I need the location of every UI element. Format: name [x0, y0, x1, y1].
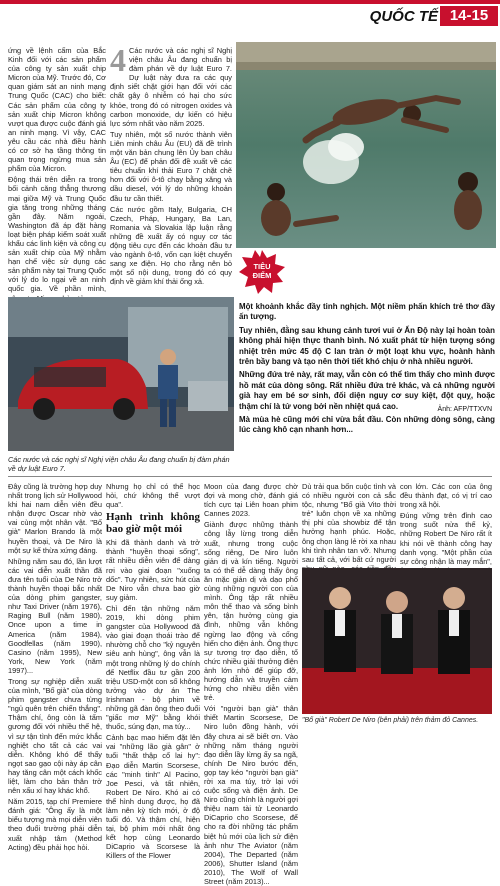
tieu-diem-label: TIÊU ĐIỂM: [252, 262, 272, 280]
paragraph: ứng về lệnh cấm của Bắc Kinh đối với các sản phẩm của công ty sản xuất chip Micron của Mỹ. Trước đó, Cơ quan giám sát an ninh mạng Trung Quốc (CAC) cho biết: Các sản phẩm của công ty sản xuất chip Micron không vượt qua được cuộc đánh giá an ninh mạng. Vì vậy, CAC yêu cầu các nhà điều hành có cơ sở hạ tầng thông tin quan trọng ngừng mua sản phẩm của Micron.: [8, 46, 106, 174]
paragraph: Các nước gồm Italy, Bulgaria, CH Czech, Pháp, Hungary, Ba Lan, Romania và Slovakia lập luận rằng những đề xuất ấy có nguy cơ tác động tiêu cực đến các khoản đầu tư vào ngành ô-tô, vốn cạn kiệt chuyển sang xe điện. Họ cho rằng nên bỏ một số nội dung, trong đó có quy định về giảm khí thải ống xả.: [110, 204, 232, 287]
photo-illustration: [236, 42, 496, 248]
paragraph: Năm 2015, tạp chí Premiere đánh giá: "Ông ấy là một biểu tượng mà mọi diễn viên theo đuổi trường phái diễn xuất nhập tâm (Method Acting) đều phải học hỏi.: [8, 797, 103, 852]
paragraph: con lớn. Các con của ông đều thành đạt, có vị trí cao trong xã hội.: [400, 482, 492, 510]
article-deniro-col3: [204, 482, 298, 886]
paragraph: Giành được những thành công lẫy lừng trong diễn xuất, nhưng trong cuộc sống riêng, De Niro luôn giản dị và kín tiếng. Người ta có thể dễ dàng thấy ông ăn mặc giản dị và dạo phố cùng những người con của mình. Ông tập rất nhiều môn thể thao và sống bình yên, tận hưởng cùng gia đình, những vẫn không ngừng lao động và cống hiến cho điện ảnh. Ông thực sự tương trợ đạo diễn, tổ chức nhiều giải thưởng điện ảnh lớn nhỏ để giúp đỡ, hướng dẫn và truyền cảm hứng cho nhiều diễn viên trẻ.: [204, 520, 298, 703]
article-deniro-col5: [400, 482, 492, 564]
article-euro7-column: [110, 42, 232, 292]
paragraph: Moon của đang được chờ đợi và mong chờ, đánh giá tích cực tại Liên hoan phim Cannes 2023.: [204, 482, 298, 519]
lead-paragraph: Một khoảnh khắc đầy tinh nghịch. Một niềm phấn khích trẻ thơ đầy ấn tượng.: [239, 302, 495, 322]
paragraph: Khi đã thành danh và trở thành "huyền thoại sống", rất nhiều diễn viên để dàng rơi vào giai đoạn "xuống dốc". Tuy nhiên, sức hút của De Niro vẫn chưa bao giờ suy giảm.: [106, 538, 200, 602]
page-numbers: 14-15: [440, 6, 498, 26]
paragraph: Cảnh bạc mao hiểm đặt lên vai "những lão già gân" ở tuổi "thất thập cổ lai hy": Đạo diễn Martin Scorsese, các "minh tinh" Al Pacino, Joe Pesci, và tất nhiên, Robert De Niro. Khó ai có thể hình dung được, họ đã làm nên kỳ tích mới, ở độ tuổi đó. Và thậm chí, hiện tại, bộ phim mới nhất ông kết hợp cùng Leonardo DiCaprio và Scorsese là Killers of the Flower: [106, 733, 200, 861]
dropcap: 4: [110, 42, 126, 78]
section-divider: [8, 476, 492, 477]
paragraph: Đây cũng là trường hợp duy nhất trong lịch sử Hollywood khi hai nam diễn viên đều nhận được Oscar nhờ vào vai cùng một nhân vật. "Bố già" Marlon Brando là một huyền thoại, và De Niro là một sự kế thừa xứng đáng.: [8, 482, 102, 555]
paragraph: Những năm sau đó, lần lượt các vai diễn xuất thần đã đưa tên tuổi của De Niro trở thành huyền thoại bắc nhất của dòng phim gangster, như Taxi Driver (năm 1976), Raging Bull (năm 1980), Once upon a time in America (năm 1984), Goodfellas (năm 1990), Casino (năm 1995), New York, New York (năm 1997)...: [8, 556, 102, 675]
paragraph: Động thái trên diễn ra trong bối cảnh căng thẳng thương mại giữa Mỹ và Trung Quốc gia tăng trong những tháng gần đây. Năm ngoái, Washington đã áp đặt hàng loạt biện pháp kiểm soát xuất khẩu các linh kiện và công cụ sản xuất chip của Mỹ nhằm hạn chế việc sử dụng các sản phẩm này tại Trung Quốc với lý do lo ngại về an ninh quốc gia. Về phần mình,: [8, 175, 106, 294]
article-deniro-col1: [8, 482, 103, 852]
car-factory-photo: [8, 297, 234, 451]
paragraph: Đúng vững trên đỉnh cao trong suốt nửa thế kỷ, những Robert De Niro rất ít khi nói về thành công hay danh vọng. "Một phần của sự công nhận là may mắn",: [400, 511, 492, 566]
tieu-diem-badge: [239, 250, 285, 294]
paragraph: Tuy nhiên, một số nước thành viên Liên minh châu Âu (EU) đã đề trình một văn bản chung lên Ủy ban châu Âu (EC) để phản đối đề xuất về các tiêu chuẩn khí thải Euro 7 chặt chẽ hơn đối với ô-tô chạy bằng xăng và dầu diesel, với lý do những khoản đầu tư cần thiết.: [110, 129, 232, 203]
paragraph: Trong sự nghiệp diễn xuất của mình, "Bố già" của dòng phim gangster chưa từng "ngủ quên trên chiến thắng". Thậm chí, ông còn là tấm gương đối với nhiều thế hệ, vì sự tận tình đến mức khắc nghiệt cho tất cả các vai diễn. Không khó để thấy ngọt sao gạo cội này áp cân hay tăng cân một cách khốc liệt, làm cho bản thân trở nên xấu xí hay khác khổ.: [8, 676, 102, 796]
lead-paragraph: Mà mùa hè cũng mới chỉ vừa bắt đầu. Còn những dòng sông, càng lúc càng khô cạn nhanh hơn...: [239, 415, 495, 435]
lead-paragraph: Tuy nhiên, đằng sau khung cảnh tươi vui ở Ấn Độ này lại hoàn toàn không phải hiện thực thanh bình. Nó xuất phát từ hiện tượng sóng nhiệt trên mức 45 độ C lan tràn ở một loạt khu vực, hoành hành trên bầy bang và tạo nên thời tiết khó chịu ở nhà nhiều người.: [239, 325, 495, 367]
section-title: QUỐC TẾ: [369, 8, 438, 25]
article-chip-column: [8, 46, 106, 292]
lead-paragraph: Những đứa trẻ này, rất may, vẫn còn có thể tìm thấy cho mình được hồ mát của dòng sông. Rất nhiều đứa trẻ khác, và cả những người già hay em bé sơ sinh, đối diện nguy cơ suy kiệt, đột quỵ, hoặc thậm chí là tử vong bởi nền nhiệt quá cao.: [239, 370, 495, 411]
cannes-red-carpet-photo: [302, 568, 492, 714]
photo-credit: Ảnh: AFP/TTXVN: [437, 406, 492, 413]
header-rule: [0, 0, 500, 4]
cannes-photo-caption: "Bố già" Robert De Niro (bên phải) trên thảm đỏ Cannes.: [302, 717, 479, 724]
article-deniro-col2: [106, 482, 200, 861]
photo-illustration: [302, 568, 492, 714]
paragraph: Các nước và các nghị sĩ Nghị viện châu Âu đang chuẩn bị đàm phán về dự luật Euro 7. Dự luật này đưa ra các quy định siết chặt giới hạn đối với các chất gây ô nhiễm có hại cho sức khỏe, trong đó có nitrogen oxides và carbon monoxide, dự kiến có hiệu lực sớm nhất vào năm 2025.: [110, 46, 232, 128]
paragraph: Với "người bạn già" thân thiết Martin Scorsese, De Niro luôn đồng hành, với đây chưa ai sẽ biết ơn. Vào những năm tháng người đạo diễn lầy lừng ấy sa ngã, chính De Niro bước đến, gọp tay kéo "người bạn già" rời xa ma túy, trở lại với cuộc sống và điện ảnh. De Niro cũng chính là người gợi thiệu nam tài tử Leonardo DiCaprio cho Scorsese, để cho ra đời những tác phẩm biệt hủ mới của lịch sử điện ảnh như The Aviator (năm 2004), The Departed (năm 2006), Shutter Island (năm 2010), The Wolf of Wall Street (năm 2013)...: [204, 704, 298, 886]
car-photo-caption: Các nước và các nghị sĩ Nghị viện châu Âu đang chuẩn bị đàm phán về dự luật Euro 7.: [8, 455, 230, 473]
paragraph: Nhưng họ chỉ có thể học hỏi, chứ không thể vượt qua".: [106, 482, 200, 510]
children-river-photo: [236, 42, 496, 248]
page-header: [0, 0, 500, 30]
article-deniro-col4: [302, 482, 396, 564]
tieu-diem-lead: [239, 302, 495, 439]
photo-illustration: [8, 297, 234, 451]
paragraph: Chỉ đến tận những năm 2019, khi dòng phim gangster của Hollywood đã vào giai đoạn thoái trào để nhường chỗ cho "kỷ nguyên siêu anh hùng", ông vẫn là một trong những lý do chính để Netflix đầu tư gần 200 triệu USD-một con số không tưởng vào dự án The Irishman - bộ phim về những gã đàn ông theo đuổi "giấc mơ Mỹ" bằng khói thuốc, súng đạn, ma túy...: [106, 603, 200, 732]
article-subhead: Hạnh trình không bao giờ một mỏi: [106, 511, 200, 536]
paragraph: Dù trải qua bốn cuộc tình và có nhiều người con cả sắc tộc, nhưng "Bố già Vito thời trẻ" luôn chọn về xa những thị phi của showbiz để tận hưởng hạnh phúc. Hoặc, ông chọn làng lẻ rời xa nhau khi tình nhân tan vỡ. Nhưng sau tất cả, với bất cứ người: [302, 482, 396, 564]
